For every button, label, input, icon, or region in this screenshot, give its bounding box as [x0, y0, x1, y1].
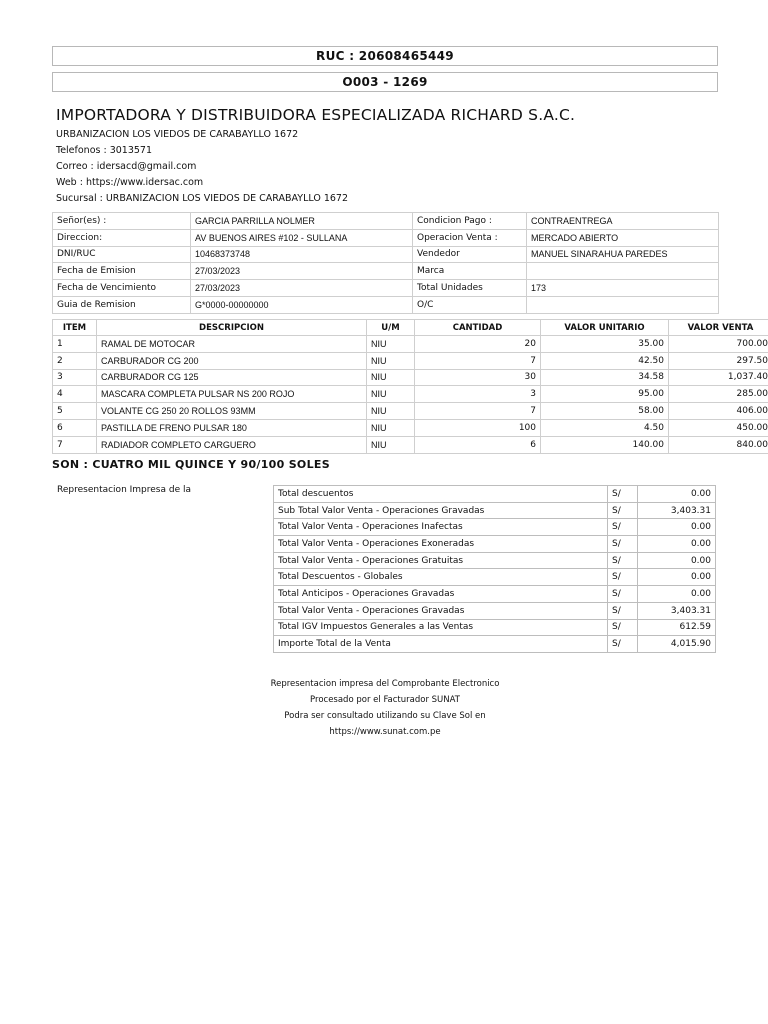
- item-number: 2: [53, 352, 97, 369]
- totals-amount: 612.59: [638, 619, 716, 636]
- client-label: Vendedor: [413, 246, 527, 263]
- client-value: MANUEL SINARAHUA PAREDES: [527, 246, 719, 263]
- item-unit-value: 4.50: [541, 419, 669, 436]
- client-label: Señor(es) :: [53, 213, 191, 230]
- item-description: CARBURADOR CG 200: [97, 352, 367, 369]
- totals-amount: 3,403.31: [638, 502, 716, 519]
- column-header-unit-value: VALOR UNITARIO: [541, 320, 669, 336]
- totals-row: [274, 502, 716, 519]
- client-row: [53, 246, 719, 263]
- column-header-item: ITEM: [53, 320, 97, 336]
- item-unit: NIU: [367, 403, 415, 420]
- totals-amount: 4,015.90: [638, 636, 716, 653]
- totals-amount: 0.00: [638, 519, 716, 536]
- amount-in-words: SON : CUATRO MIL QUINCE Y 90/100 SOLES: [52, 458, 330, 471]
- item-sale-value: 297.50: [669, 352, 768, 369]
- totals-row: [274, 602, 716, 619]
- totals-amount: 0.00: [638, 586, 716, 603]
- totals-label: Total Valor Venta - Operaciones Exoneradas: [274, 536, 608, 553]
- item-unit: NIU: [367, 352, 415, 369]
- item-unit-value: 58.00: [541, 403, 669, 420]
- item-quantity: 30: [415, 369, 541, 386]
- client-value: [527, 296, 719, 313]
- totals-label: Sub Total Valor Venta - Operaciones Gravadas: [274, 502, 608, 519]
- item-number: 5: [53, 403, 97, 420]
- column-header-unit: U/M: [367, 320, 415, 336]
- client-value: 173: [527, 280, 719, 297]
- client-label: Total Unidades: [413, 280, 527, 297]
- footer-notice: [200, 676, 570, 740]
- totals-row: [274, 636, 716, 653]
- totals-currency: S/: [608, 486, 638, 503]
- totals-label: Total Valor Venta - Operaciones Inafectas: [274, 519, 608, 536]
- company-name: IMPORTADORA Y DISTRIBUIDORA ESPECIALIZADA RICHARD S.A.C.: [56, 106, 576, 124]
- table-row: [53, 336, 768, 353]
- totals-amount: 0.00: [638, 569, 716, 586]
- item-number: 3: [53, 369, 97, 386]
- item-description: MASCARA COMPLETA PULSAR NS 200 ROJO: [97, 386, 367, 403]
- company-email: Correo : idersacd@gmail.com: [56, 161, 197, 172]
- item-number: 4: [53, 386, 97, 403]
- client-label: Direccion:: [53, 229, 191, 246]
- client-row: [53, 296, 719, 313]
- item-quantity: 100: [415, 419, 541, 436]
- client-label: Marca: [413, 263, 527, 280]
- column-header-description: DESCRIPCION: [97, 320, 367, 336]
- item-unit: NIU: [367, 386, 415, 403]
- table-row: [53, 403, 768, 420]
- client-value: [527, 263, 719, 280]
- client-value: 10468373748: [191, 246, 413, 263]
- totals-row: [274, 619, 716, 636]
- client-label: Guia de Remision: [53, 296, 191, 313]
- item-number: 7: [53, 436, 97, 453]
- item-description: CARBURADOR CG 125: [97, 369, 367, 386]
- item-description: PASTILLA DE FRENO PULSAR 180: [97, 419, 367, 436]
- totals-currency: S/: [608, 536, 638, 553]
- representation-note: Representacion Impresa de la: [57, 485, 191, 495]
- footer-line: Procesado por el Facturador SUNAT: [310, 695, 460, 705]
- footer-line[interactable]: https://www.sunat.com.pe: [329, 727, 441, 737]
- item-unit-value: 95.00: [541, 386, 669, 403]
- item-quantity: 7: [415, 352, 541, 369]
- document-number: O003 - 1269: [52, 72, 718, 92]
- items-header-row: [53, 320, 768, 336]
- totals-row: [274, 536, 716, 553]
- company-branch: Sucursal : URBANIZACION LOS VIEDOS DE CARABAYLLO 1672: [56, 193, 349, 204]
- totals-label: Total Descuentos - Globales: [274, 569, 608, 586]
- item-number: 1: [53, 336, 97, 353]
- item-unit: NIU: [367, 419, 415, 436]
- totals-label: Total Anticipos - Operaciones Gravadas: [274, 586, 608, 603]
- totals-label: Importe Total de la Venta: [274, 636, 608, 653]
- footer-line: Podra ser consultado utilizando su Clave Sol en: [284, 711, 486, 721]
- client-label: DNI/RUC: [53, 246, 191, 263]
- client-row: [53, 229, 719, 246]
- column-header-quantity: CANTIDAD: [415, 320, 541, 336]
- client-row: [53, 263, 719, 280]
- totals-label: Total descuentos: [274, 486, 608, 503]
- item-sale-value: 406.00: [669, 403, 768, 420]
- totals-currency: S/: [608, 602, 638, 619]
- item-quantity: 6: [415, 436, 541, 453]
- client-value: CONTRAENTREGA: [527, 213, 719, 230]
- item-sale-value: 450.00: [669, 419, 768, 436]
- totals-currency: S/: [608, 519, 638, 536]
- item-description: VOLANTE CG 250 20 ROLLOS 93MM: [97, 403, 367, 420]
- totals-amount: 0.00: [638, 486, 716, 503]
- totals-label: Total Valor Venta - Operaciones Gravadas: [274, 602, 608, 619]
- table-row: [53, 436, 768, 453]
- totals-amount: 3,403.31: [638, 602, 716, 619]
- item-unit-value: 34.58: [541, 369, 669, 386]
- client-value: G*0000-00000000: [191, 296, 413, 313]
- company-web: Web : https://www.idersac.com: [56, 177, 204, 188]
- client-info-table: [52, 212, 719, 314]
- ruc-header: RUC : 20608465449: [52, 46, 718, 66]
- client-row: [53, 280, 719, 297]
- totals-currency: S/: [608, 619, 638, 636]
- totals-label: Total Valor Venta - Operaciones Gratuitas: [274, 552, 608, 569]
- client-label: Condicion Pago :: [413, 213, 527, 230]
- client-value: GARCIA PARRILLA NOLMER: [191, 213, 413, 230]
- item-description: RADIADOR COMPLETO CARGUERO: [97, 436, 367, 453]
- totals-currency: S/: [608, 502, 638, 519]
- totals-currency: S/: [608, 552, 638, 569]
- item-unit-value: 35.00: [541, 336, 669, 353]
- item-unit: NIU: [367, 336, 415, 353]
- totals-amount: 0.00: [638, 552, 716, 569]
- company-phone: Telefonos : 3013571: [56, 145, 153, 156]
- totals-row: [274, 552, 716, 569]
- totals-amount: 0.00: [638, 536, 716, 553]
- footer-line: Representacion impresa del Comprobante Electronico: [270, 679, 500, 689]
- table-row: [53, 369, 768, 386]
- totals-row: [274, 586, 716, 603]
- client-label: Operacion Venta :: [413, 229, 527, 246]
- totals-row: [274, 486, 716, 503]
- item-sale-value: 285.00: [669, 386, 768, 403]
- totals-currency: S/: [608, 569, 638, 586]
- item-unit-value: 140.00: [541, 436, 669, 453]
- items-table: [52, 319, 768, 454]
- totals-row: [274, 569, 716, 586]
- client-row: [53, 213, 719, 230]
- client-value: 27/03/2023: [191, 263, 413, 280]
- table-row: [53, 419, 768, 436]
- totals-currency: S/: [608, 636, 638, 653]
- item-description: RAMAL DE MOTOCAR: [97, 336, 367, 353]
- client-label: Fecha de Vencimiento: [53, 280, 191, 297]
- item-sale-value: 1,037.40: [669, 369, 768, 386]
- totals-label: Total IGV Impuestos Generales a las Ventas: [274, 619, 608, 636]
- item-quantity: 7: [415, 403, 541, 420]
- column-header-sale-value: VALOR VENTA: [669, 320, 768, 336]
- table-row: [53, 386, 768, 403]
- totals-row: [274, 519, 716, 536]
- client-value: 27/03/2023: [191, 280, 413, 297]
- item-quantity: 20: [415, 336, 541, 353]
- item-quantity: 3: [415, 386, 541, 403]
- company-address: URBANIZACION LOS VIEDOS DE CARABAYLLO 1672: [56, 129, 299, 140]
- client-value: AV BUENOS AIRES #102 - SULLANA: [191, 229, 413, 246]
- totals-table: [273, 485, 716, 653]
- item-number: 6: [53, 419, 97, 436]
- item-unit-value: 42.50: [541, 352, 669, 369]
- table-row: [53, 352, 768, 369]
- item-unit: NIU: [367, 436, 415, 453]
- item-sale-value: 700.00: [669, 336, 768, 353]
- client-label: Fecha de Emision: [53, 263, 191, 280]
- client-label: O/C: [413, 296, 527, 313]
- item-unit: NIU: [367, 369, 415, 386]
- item-sale-value: 840.00: [669, 436, 768, 453]
- totals-currency: S/: [608, 586, 638, 603]
- client-value: MERCADO ABIERTO: [527, 229, 719, 246]
